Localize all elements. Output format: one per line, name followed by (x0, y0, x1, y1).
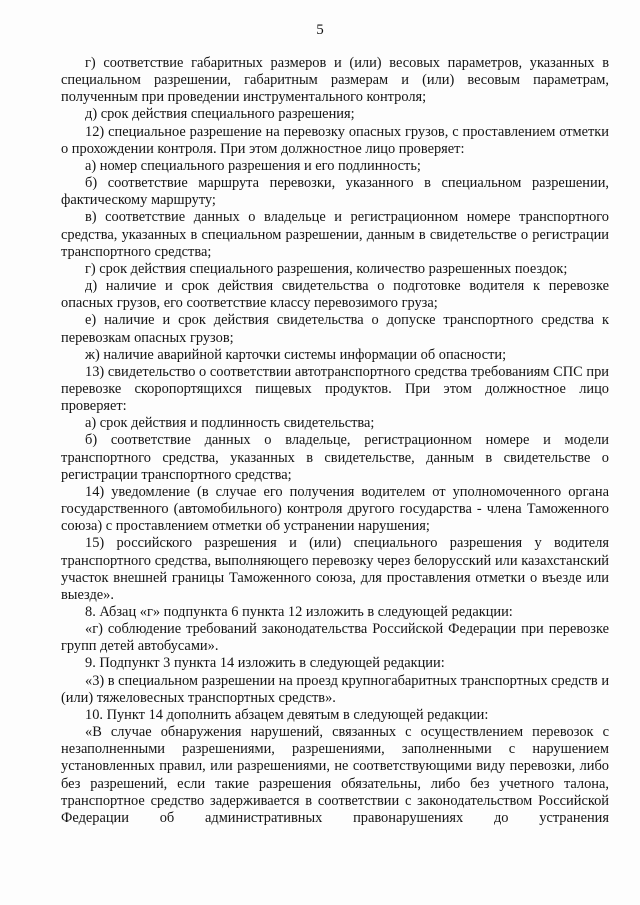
paragraph-4-d-permit-validity: д) срок действия специального разрешения; (85, 106, 355, 123)
paragraph-10-amendment-text: «В случае обнаружения нарушений, связанных с осуществлением перевозок с незаполненными разрешениями, разрешениями, заполненными с нарушением установленных правил, или разрешениями, не соответствующими виду перевозки, либо без разрешений, если такие разрешения обязательны, либо без учетного талона, транспортное средство задерживается в соответствии с законодательством Российской Федерации об административных правонарушениях до устранения (61, 724, 609, 826)
paragraph-10-amendment: 10. Пункт 14 дополнить абзацем девятым в следующей редакции: (85, 706, 489, 723)
paragraph-13-sps-certificate: 13) свидетельство о соответствии автотранспортного средства требованиям СПС при перевозке скоропортящихся пищевых продуктов. При этом должностное лицо проверяет: (61, 363, 609, 415)
paragraph-4-g-dimensions-check: г) соответствие габаритных размеров и (или) весовых параметров, указанных в специальном разрешении, габаритным размерам и (или) весовым параметрам, полученным при проведении инструментального контроля; (61, 55, 609, 106)
paragraph-8-amendment: 8. Абзац «г» подпункта 6 пункта 12 изложить в следующей редакции: (85, 604, 513, 620)
document-body (61, 55, 609, 827)
paragraph-15-russian-permit: 15) российского разрешения и (или) специального разрешения у водителя транспортного средства, выполняющего перевозку через белорусский или казахстанский участок внешней границы Таможенного союза, для проставления отметки о въезде или выезде». (61, 535, 609, 603)
paragraph-12-v: в) соответствие данных о владельце и регистрационном номере транспортного средства, указанных в специальном разрешении, данным в свидетельстве о регистрации транспортного средства; (61, 209, 609, 260)
paragraph-13-a: а) срок действия и подлинность свидетельства; (85, 415, 375, 432)
paragraph-12-g: г) срок действия специального разрешения, количество разрешенных поездок; (85, 260, 568, 277)
paragraph-12-e: е) наличие и срок действия свидетельства о допуске транспортного средства к перевозкам опасных грузов; (61, 312, 609, 346)
paragraph-13-b: б) соответствие данных о владельце, регистрационном номере и модели транспортного средства, указанных в свидетельстве, данным в свидетельстве о регистрации транспортного средства; (61, 432, 609, 483)
paragraph-9-amendment-text: «3) в специальном разрешении на проезд крупногабаритных транспортных средств и (или) тяжеловесных транспортных средств». (61, 672, 610, 706)
paragraph-12-zh: ж) наличие аварийной карточки системы информации об опасности; (85, 346, 507, 363)
page-number: 5 (316, 22, 324, 38)
paragraph-14-notification: 14) уведомление (в случае его получения водителем от уполномоченного органа государственного (автомобильного) контроля другого государства - члена Таможенного союза) с проставлением отметки об устранении нарушения; (61, 483, 609, 535)
paragraph-9-amendment: 9. Подпункт 3 пункта 14 изложить в следующей редакции: (85, 655, 445, 672)
paragraph-8-amendment-text: «г) соблюдение требований законодательства Российской Федерации при перевозке групп детей автобусами». (61, 621, 609, 655)
paragraph-12-a: а) номер специального разрешения и его подлинность; (85, 157, 421, 174)
paragraph-12-d: д) наличие и срок действия свидетельства о подготовке водителя к перевозке опасных грузов, его соответствие классу перевозимого груза; (61, 278, 609, 312)
paragraph-12-dangerous-goods-permit: 12) специальное разрешение на перевозку опасных грузов, с проставлением отметки о прохождении контроля. При этом должностное лицо проверяет: (61, 123, 609, 157)
paragraph-12-b: б) соответствие маршрута перевозки, указанного в специальном разрешении, фактическому маршруту; (61, 175, 609, 209)
